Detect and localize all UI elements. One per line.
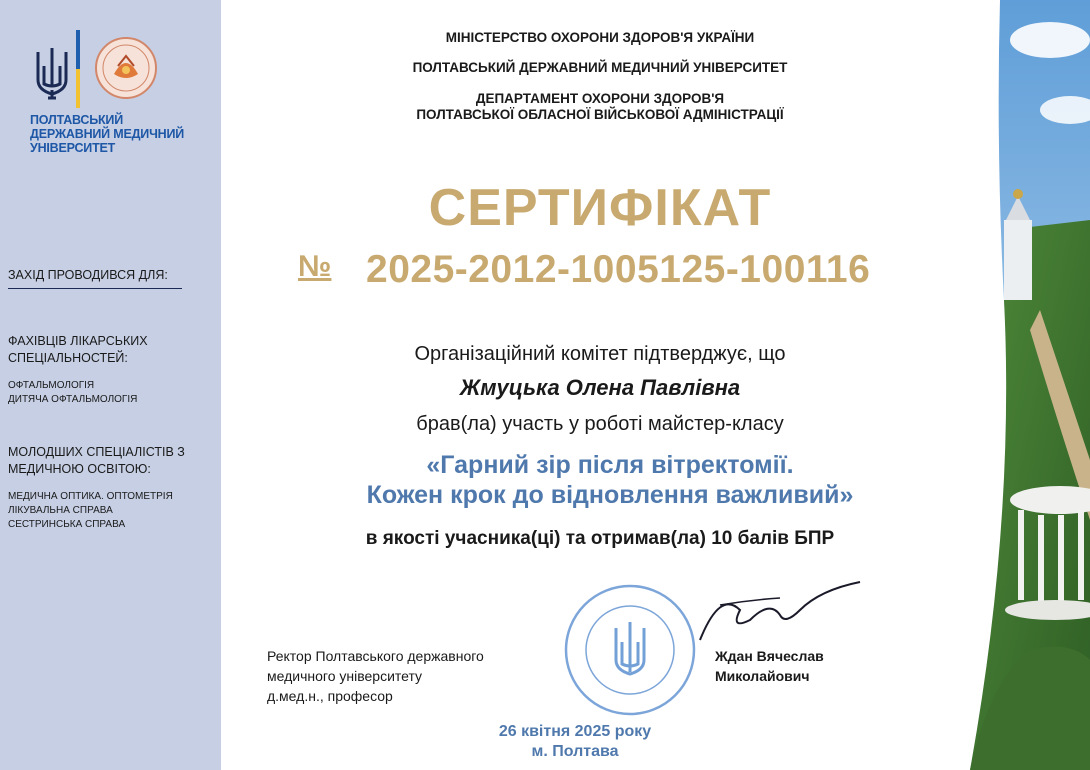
junior-specialists-group-title: МОЛОДШИХ СПЕЦІАЛІСТІВ З МЕДИЧНОЮ ОСВІТОЮ: [8,445,185,476]
certificate-title: СЕРТИФІКАТ [428,179,772,237]
rector-line: Ректор Полтавського державного [267,648,484,664]
participant-name: Жмуцька Олена Павлівна [459,375,741,400]
flag-bar [76,30,80,108]
doctors-specialties-list [8,379,208,407]
rector-line: д.мед.н., професор [267,688,393,704]
specialty-item: ОФТАЛЬМОЛОГІЯ [8,380,95,391]
department-line: ДЕПАРТАМЕНТ ОХОРОНИ ЗДОРОВ'Я [475,91,725,106]
issue-city: м. Полтава [531,743,619,760]
participation-text: брав(ла) участь у роботі майстер-класу [416,413,784,435]
issue-date: 26 квітня 2025 року [498,723,652,740]
sidebar [0,0,221,770]
doctors-group-title: ФАХІВЦІВ ЛІКАРСЬКИХ СПЕЦІАЛЬНОСТЕЙ: [8,334,148,365]
confirm-text: Організаційний комітет підтверджує, що [414,343,786,365]
signer-line: Ждан Вячеслав [715,648,824,664]
university-emblem-icon [94,36,158,100]
signer-name [715,646,885,686]
university-name: ПОЛТАВСЬКИЙ ДЕРЖАВНИЙ МЕДИЧНИЙ УНІВЕРСИТЕТ [30,113,185,155]
specialty-item: СЕСТРИНСЬКА СПРАВА [8,519,126,530]
junior-specialties-list [8,490,208,532]
handwritten-signature [660,570,880,650]
event-title-line2: Кожен крок до відновлення важливий» [366,481,854,509]
event-for-heading: ЗАХІД ПРОВОДИВСЯ ДЛЯ: [8,268,182,289]
role-text: в якості учасника(ці) та отримав(ла) 10 балів БПР [365,528,835,549]
poltava-park-photo [960,0,1090,770]
certificate-number: 2025-2012-1005125-100116 [366,248,871,291]
university-line: ПОЛТАВСЬКИЙ ДЕРЖАВНИЙ МЕДИЧНИЙ УНІВЕРСИТЕТ [412,60,788,75]
signer-line: Миколайович [715,668,810,684]
specialty-item: ДИТЯЧА ОФТАЛЬМОЛОГІЯ [8,394,138,405]
event-title-line1: «Гарний зір після вітректомії. [426,451,794,479]
rector-title [267,646,537,706]
specialty-item: ЛІКУВАЛЬНА СПРАВА [8,505,113,516]
rector-line: медичного університету [267,668,423,684]
date-place [440,722,710,762]
administration-line: ПОЛТАВСЬКОЇ ОБЛАСНОЇ ВІЙСЬКОВОЇ АДМІНІСТРАЦІЇ [416,107,784,122]
ukraine-trident-icon [34,46,70,100]
ministry-line: МІНІСТЕРСТВО ОХОРОНИ ЗДОРОВ'Я УКРАЇНИ [445,30,755,45]
specialty-item: МЕДИЧНА ОПТИКА. ОПТОМЕТРІЯ [8,491,173,502]
number-sign: № [298,250,332,283]
